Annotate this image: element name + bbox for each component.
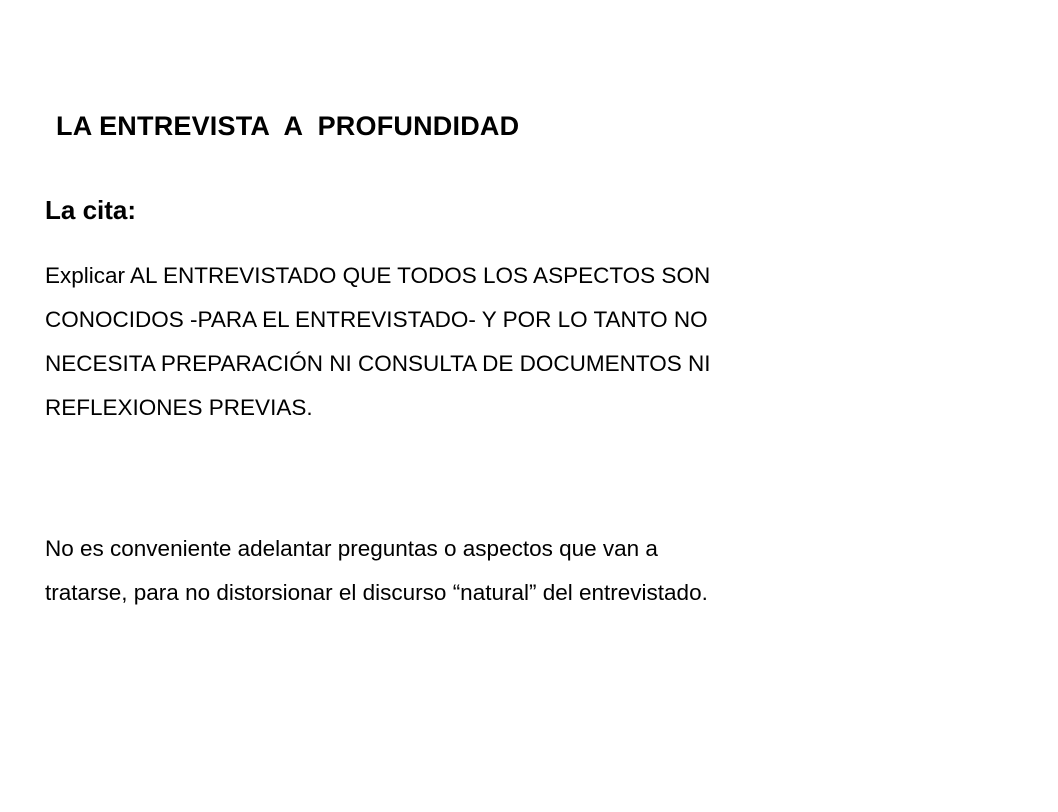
paragraph-instructions	[45, 254, 1035, 430]
paragraph-line: No es conveniente adelantar preguntas o aspectos que van a	[45, 536, 658, 561]
paragraph-line: CONOCIDOS -PARA EL ENTREVISTADO- Y POR LO TANTO NO	[45, 307, 708, 332]
paragraph-advice	[45, 527, 1035, 615]
paragraph-line: tratarse, para no distorsionar el discurso “natural” del entrevistado.	[45, 580, 708, 605]
paragraph-line: Explicar AL ENTREVISTADO QUE TODOS LOS ASPECTOS SON	[45, 263, 711, 288]
paragraph-line: REFLEXIONES PREVIAS.	[45, 395, 313, 420]
section-subtitle: La cita:	[45, 195, 137, 225]
paragraph-line: NECESITA PREPARACIÓN NI CONSULTA DE DOCUMENTOS NI	[45, 351, 711, 376]
slide-title: LA ENTREVISTA A PROFUNDIDAD	[56, 111, 520, 141]
